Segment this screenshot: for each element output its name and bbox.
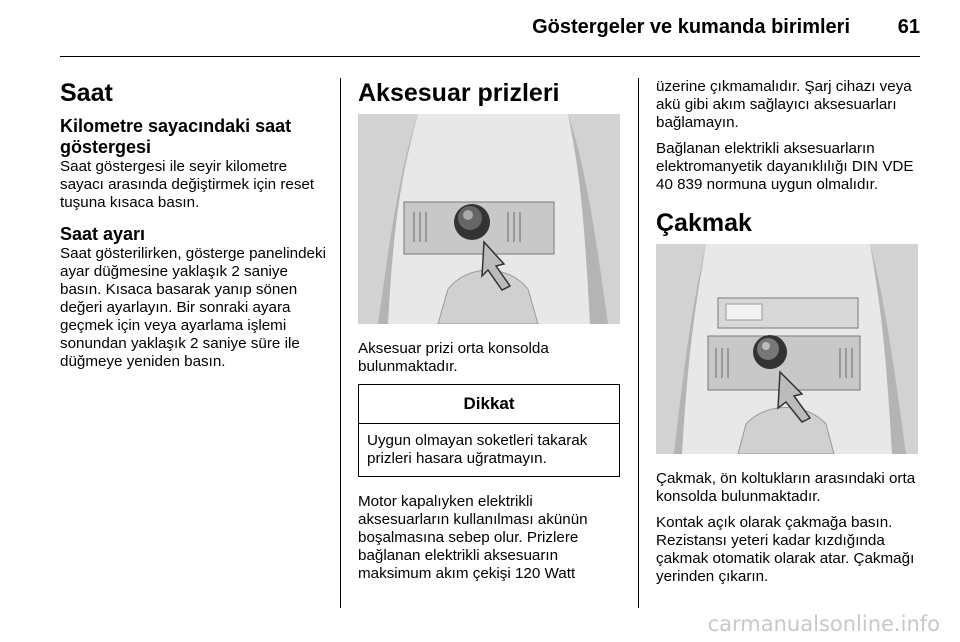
lighter-instructions: Kontak açık olarak çakmağa basın. Rezistansı yeteri kadar kızdığında çakmak otomatik olarak atar. Çakmağı yerinden çıkarın. <box>656 514 915 585</box>
header-divider <box>60 56 920 57</box>
clock-display-text: Saat göstergesi ile seyir kilometre sayacı arasında değiştirmek için reset tuşuna kısaca basın. <box>60 158 315 211</box>
accessory-warning-text: üzerine çıkmamalıdır. Şarj cihazı veya akü gibi akım sağlayıcı aksesuarları bağlamayın. <box>656 78 912 131</box>
notice-title: Dikkat <box>359 385 619 424</box>
column-divider-left <box>340 78 341 608</box>
page-header-title: Göstergeler ve kumanda birimleri <box>532 16 850 38</box>
section-title-accessory-sockets: Aksesuar prizleri <box>358 79 560 107</box>
section-title-saat: Saat <box>60 79 113 107</box>
emc-requirement-text: Bağlanan elektrikli aksesuarların elektromanyetik dayanıklılığı DIN VDE 40 839 normuna uygun olmalıdır. <box>656 140 914 193</box>
section-title-cigarette-lighter: Çakmak <box>656 209 752 237</box>
accessory-power-text: Motor kapalıyken elektrikli aksesuarların kullanılması akünün boşalmasına sebep olur. Prizlere bağlanan elektrikli aksesuarın maksimum akım çekişi 120 Watt <box>358 493 588 582</box>
column-divider-right <box>638 78 639 608</box>
notice-text: Uygun olmayan soketleri takarak prizleri hasara uğratmayın. <box>367 432 588 467</box>
accessory-socket-illustration <box>358 114 620 324</box>
page-number: 61 <box>897 16 920 38</box>
accessory-socket-caption: Aksesuar prizi orta konsolda bulunmaktadır. <box>358 340 549 375</box>
notice-box <box>358 384 620 477</box>
middle-column <box>358 78 622 591</box>
right-column <box>656 78 924 594</box>
cigarette-lighter-illustration <box>656 244 918 454</box>
lighter-caption: Çakmak, ön koltukların arasındaki orta konsolda bulunmaktadır. <box>656 470 916 505</box>
subsection-title-clock-setting: Saat ayarı <box>60 224 146 244</box>
watermark: carmanualsonline.info <box>707 612 940 636</box>
subsection-title-clock-display: Kilometre sayacındaki saat göstergesi <box>60 116 292 157</box>
left-column <box>60 78 332 379</box>
clock-setting-text: Saat gösterilirken, gösterge panelindeki ayar düğmesine yaklaşık 2 saniye basın. Kısaca basarak yanıp sönen değeri ayarlayın. Bir sonraki ayara geçmek için veya ayarlama işlemi sonundan yaklaşık 2 saniye süre ile düğmeye yeniden basın. <box>60 245 326 370</box>
